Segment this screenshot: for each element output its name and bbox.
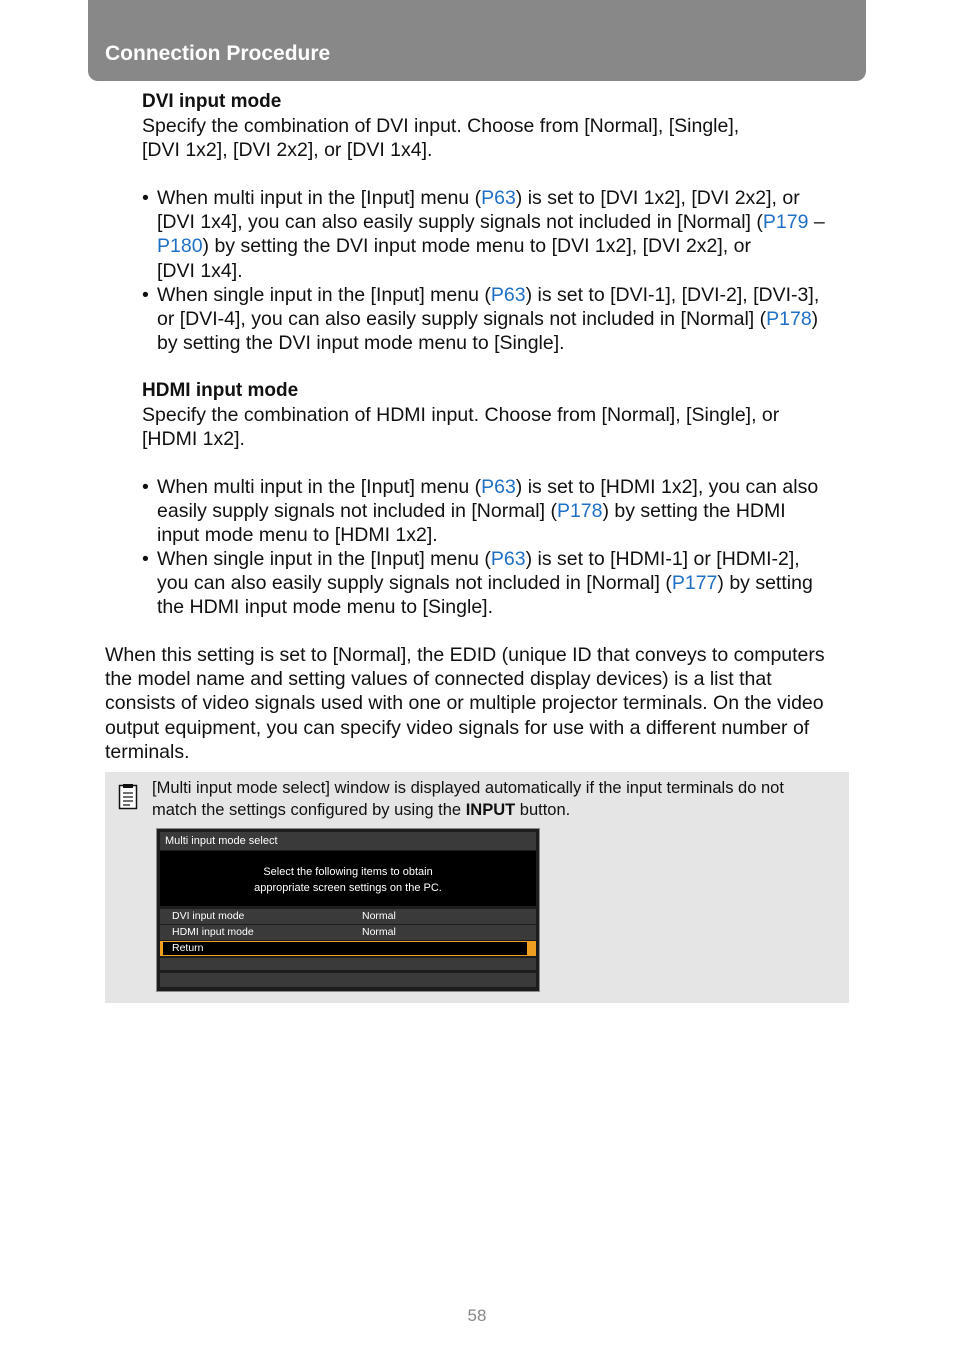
link-p63[interactable]: P63 xyxy=(490,548,526,570)
hdmi-description: Specify the combination of HDMI input. Choose from [Normal], [Single], or [HDMI 1x2]. xyxy=(142,404,780,451)
bullet-icon: • xyxy=(142,548,149,570)
menu-row-dvi-input-mode[interactable]: DVI input mode Normal xyxy=(160,909,536,924)
bullet-icon: • xyxy=(142,284,149,306)
note-text: [Multi input mode select] window is displayed automatically if the input terminals do not match the settings configured by using the INPUT button. xyxy=(152,779,784,819)
bullet-icon: • xyxy=(142,187,149,209)
note-box xyxy=(105,772,849,1003)
dvi-description: Specify the combination of DVI input. Choose from [Normal], [Single], [DVI 1x2], [DVI 2x2], or [DVI 1x4]. xyxy=(142,115,740,162)
link-p178[interactable]: P178 xyxy=(556,500,603,523)
menu-footer xyxy=(160,973,536,987)
menu-row-hdmi-input-mode[interactable]: HDMI input mode Normal xyxy=(160,925,536,940)
link-p177[interactable]: P177 xyxy=(671,572,718,595)
section-title: Connection Procedure xyxy=(105,42,331,65)
input-button-label: INPUT xyxy=(465,801,516,819)
multi-input-mode-select-window xyxy=(156,828,540,992)
link-p63[interactable]: P63 xyxy=(481,476,516,498)
bullet-icon: • xyxy=(142,476,149,498)
dvi-input-mode-heading: DVI input mode xyxy=(142,91,282,112)
memo-icon xyxy=(118,784,138,810)
link-p179[interactable]: P179 xyxy=(762,211,809,234)
menu-row-empty xyxy=(160,958,536,970)
link-p63[interactable]: P63 xyxy=(481,187,516,209)
window-message: Select the following items to obtain appropriate screen settings on the PC. xyxy=(160,851,536,906)
section-header xyxy=(88,0,866,81)
menu-row-return[interactable]: Return xyxy=(160,941,536,956)
window-title: Multi input mode select xyxy=(160,832,536,850)
hdmi-input-mode-heading: HDMI input mode xyxy=(142,380,299,401)
link-p180[interactable]: P180 xyxy=(157,235,203,258)
page-number: 58 xyxy=(467,1306,487,1325)
edid-paragraph: When this setting is set to [Normal], the EDID (unique ID that conveys to computers the model name and setting values of connected display devices) is a list that consists of video signals used with one or multiple projector terminals. On the video output equipment, you can specify video signals for use with a different number of terminals. xyxy=(105,644,825,763)
link-p63[interactable]: P63 xyxy=(490,284,526,306)
link-p178[interactable]: P178 xyxy=(766,308,812,331)
